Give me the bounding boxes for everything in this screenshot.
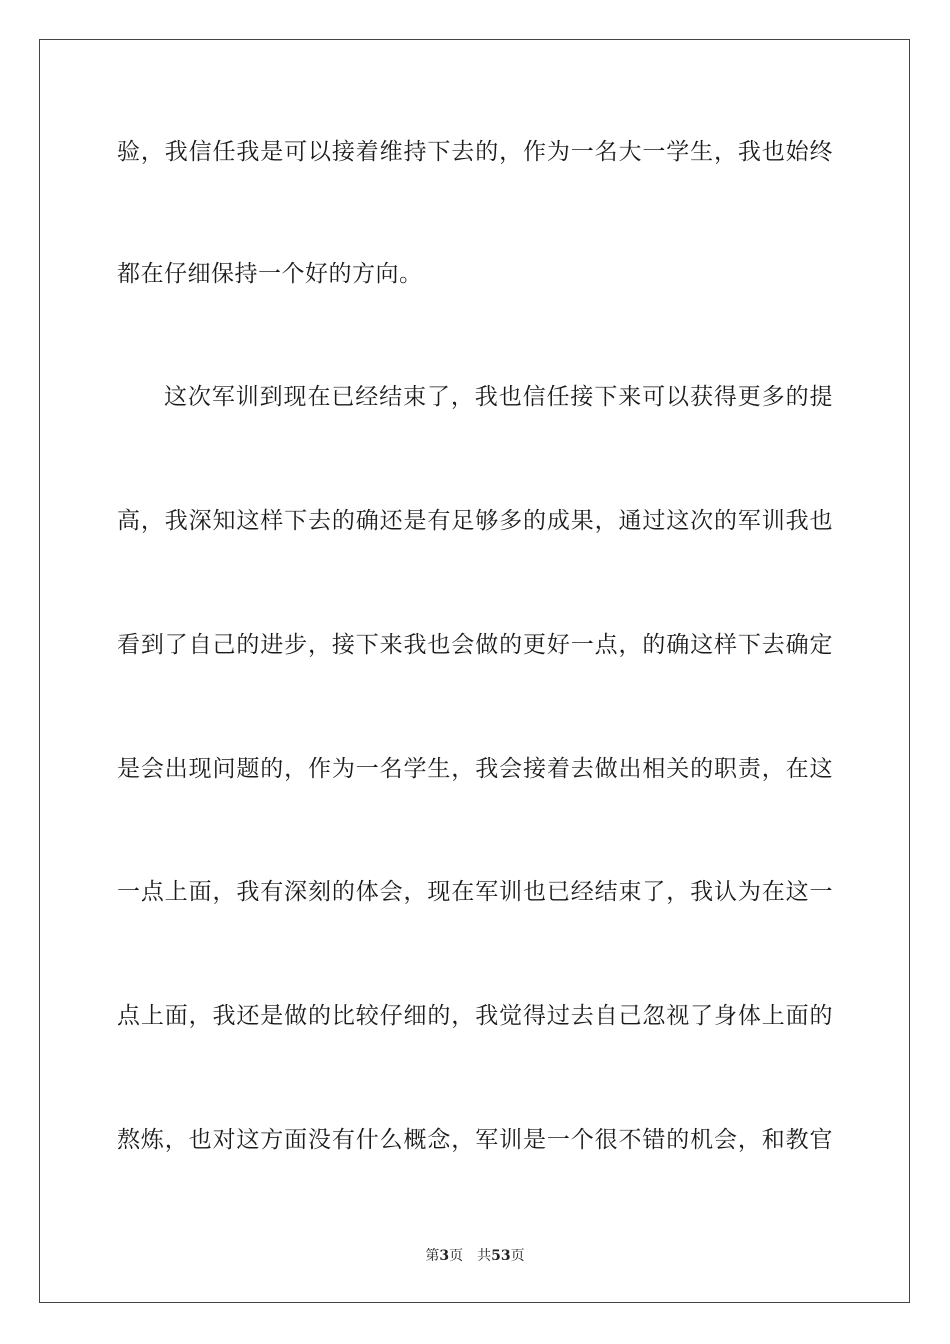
footer-total-suffix: 页 — [510, 1248, 525, 1264]
footer-total-pages: 53 — [491, 1248, 511, 1264]
text-line-4: 高，我深知这样下去的确还是有足够多的成果，通过这次的军训我也 — [117, 508, 833, 534]
text-line-3: 这次军训到现在已经结束了，我也信任接下来可以获得更多的提 — [164, 384, 833, 410]
text-line-9: 熬炼，也对这方面没有什么概念，军训是一个很不错的机会，和教官 — [117, 1127, 833, 1153]
text-line-6: 是会出现问题的，作为一名学生，我会接着去做出相关的职责，在这 — [117, 756, 833, 782]
footer-page-prefix: 第 — [425, 1248, 440, 1264]
text-line-1: 验，我信任我是可以接着维持下去的，作为一名大一学生，我也始终 — [117, 139, 833, 165]
footer-total-prefix: 共 — [477, 1248, 492, 1264]
text-line-7: 一点上面，我有深刻的体会，现在军训也已经结束了，我认为在这一 — [117, 879, 833, 905]
text-line-5: 看到了自己的进步，接下来我也会做的更好一点，的确这样下去确定 — [117, 632, 833, 658]
text-line-8: 点上面，我还是做的比较仔细的，我觉得过去自己忽视了身体上面的 — [117, 1003, 833, 1029]
footer-page-suffix: 页 — [449, 1248, 464, 1264]
page-footer — [0, 1247, 950, 1265]
page-border — [39, 39, 910, 1303]
footer-page-number: 3 — [439, 1248, 450, 1264]
text-line-2: 都在仔细保持一个好的方向。 — [117, 261, 423, 287]
